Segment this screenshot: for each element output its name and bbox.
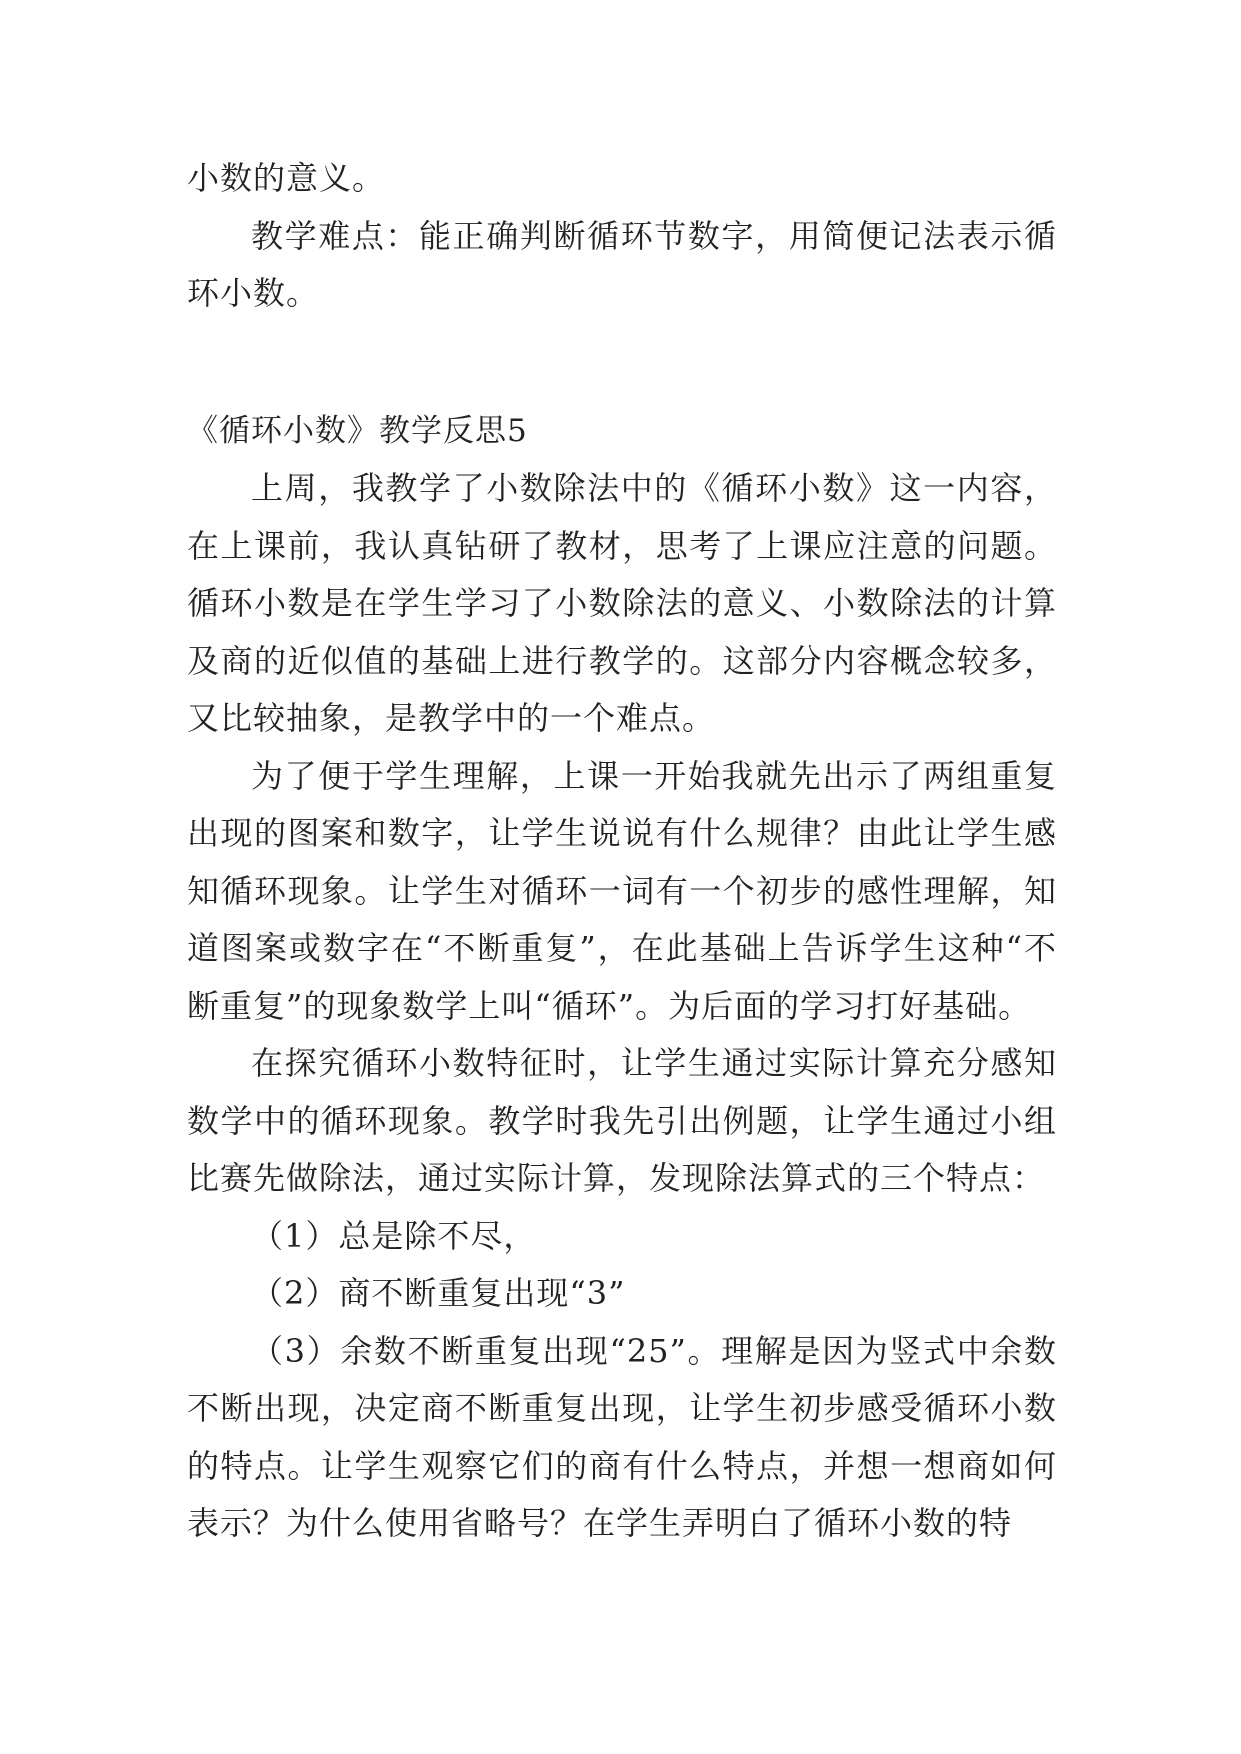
list-item-3: （3）余数不断重复出现“25”。理解是因为竖式中余数不断出现，决定商不断重复出现，让学生初步感受循环小数的特点。让学生观察它们的商有什么特点，并想一想商如何表示？为什么使用省略号？在学生弄明白了循环小数的特: [187, 1331, 1057, 1542]
paragraph-2: 为了便于学生理解，上课一开始我就先出示了两组重复出现的图案和数字，让学生说说有什么规律？由此让学生感知循环现象。让学生对循环一词有一个初步的感性理解，知道图案或数字在“不断重复”，在此基础上告诉学生这种“不断重复”的现象数学上叫“循环”。为后面的学习打好基础。: [187, 756, 1057, 1025]
document-body: [187, 150, 1057, 1553]
section-gap: [187, 323, 1057, 403]
section-title: 《循环小数》教学反思5: [187, 412, 528, 449]
intro-continuation: 小数的意义。: [187, 159, 386, 197]
paragraph-1: 上周，我教学了小数除法中的《循环小数》这一内容，在上课前，我认真钻研了教材，思考了上课应注意的问题。循环小数是在学生学习了小数除法的意义、小数除法的计算及商的近似值的基础上进行教学的。这部分内容概念较多，又比较抽象，是教学中的一个难点。: [187, 469, 1057, 737]
list-item-2: （2）商不断重复出现“3”: [251, 1274, 626, 1312]
teaching-difficulty: 教学难点：能正确判断循环节数字，用简便记法表示循环小数。: [187, 216, 1057, 312]
paragraph-3: 在探究循环小数特征时，让学生通过实际计算充分感知数学中的循环现象。教学时我先引出例题，让学生通过小组比赛先做除法，通过实际计算，发现除法算式的三个特点：: [187, 1044, 1057, 1197]
list-item-1: （1）总是除不尽，: [251, 1216, 537, 1255]
